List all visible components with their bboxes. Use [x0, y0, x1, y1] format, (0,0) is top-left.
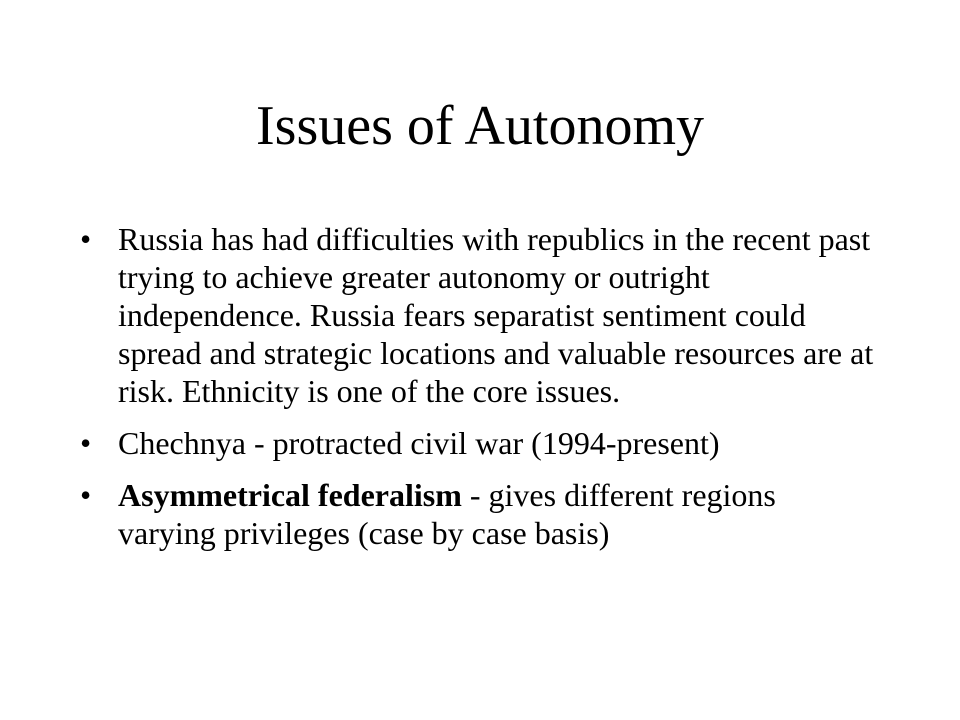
bullet-item-chechnya	[80, 424, 880, 462]
bullet-marker: •	[80, 221, 92, 257]
slide-title: Issues of Autonomy	[256, 95, 704, 157]
bullet-item-federalism	[80, 476, 880, 552]
bullet-term: Asymmetrical federalism	[118, 477, 462, 513]
bullet-text: Chechnya - protracted civil war (1994-present)	[118, 425, 720, 461]
bullet-text: Russia has had difficulties with republics in the recent past trying to achieve greater autonomy or outright independence. Russia fears separatist sentiment could spread and strategic locations and valuable resources are at risk. Ethnicity is one of the core issues.	[118, 221, 874, 409]
bullet-list	[80, 220, 880, 566]
bullet-marker: •	[80, 425, 92, 461]
bullet-item-autonomy	[80, 220, 880, 410]
bullet-text: - gives different regions varying privileges (case by case basis)	[118, 477, 776, 551]
bullet-marker: •	[80, 477, 92, 513]
